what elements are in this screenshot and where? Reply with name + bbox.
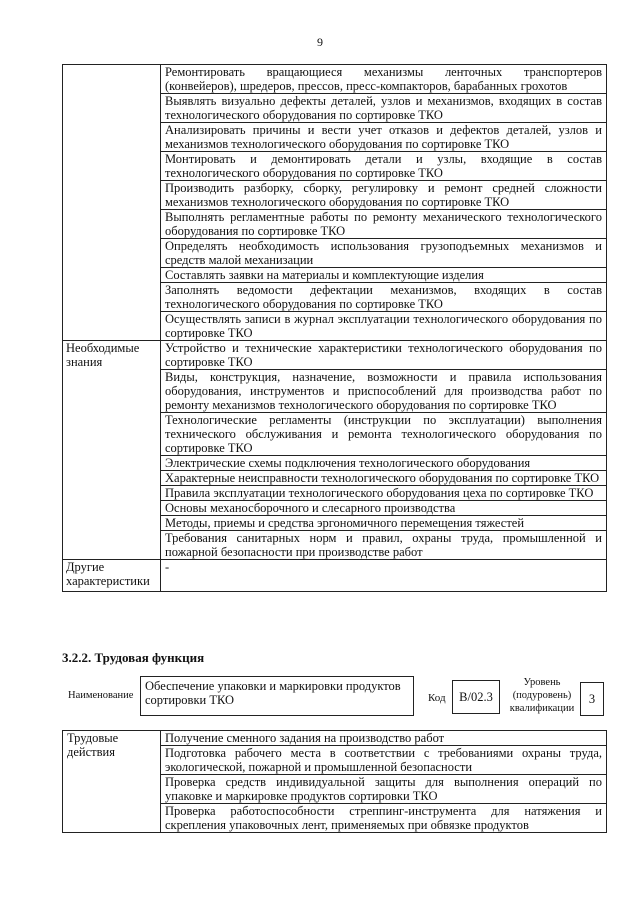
page-number: 9 [317,35,323,49]
table-cell: Технологические регламенты (инструкции по эксплуатации) выполнения технического обслуживания и ремонта технологического оборудования по сортировке ТКО [161,413,607,456]
table-cell: Определять необходимость использования грузоподъемных механизмов и средств малой механизации [161,239,607,268]
table-cell: Виды, конструкция, назначение, возможности и правила использования оборудования, инструментов и приспособлений для производства работ по ремонту механизмов технологического оборудования по сортировке ТКО [161,370,607,413]
row-label-knowledge: Необходимые знания [63,341,161,560]
table-row [63,560,607,592]
table-cell: Выполнять регламентные работы по ремонту механического технологического оборудования по сортировке ТКО [161,210,607,239]
function-code-value: B/02.3 [452,680,500,714]
function-level-value: 3 [580,682,604,716]
code-label: Код [428,692,446,704]
table-cell: Производить разборку, сборку, регулировку и ремонт средней сложности механизмов технологического оборудования по сортировке ТКО [161,181,607,210]
table-cell: Основы механосборочного и слесарного производства [161,501,607,516]
table-cell: Выявлять визуально дефекты деталей, узлов и механизмов, входящих в состав технологического оборудования по сортировке ТКО [161,94,607,123]
table-cell: - [161,560,607,592]
section-title: 3.2.2. Трудовая функция [62,650,205,665]
table-cell: Составлять заявки на материалы и комплектующие изделия [161,268,607,283]
labor-actions-table [62,730,607,833]
table-cell: Осуществлять записи в журнал эксплуатации технологического оборудования по сортировке ТКО [161,312,607,341]
table-cell: Проверка работоспособности стреппинг-инструмента для натяжения и скрепления упаковочных лент, применяемых при обвязке продуктов [161,804,607,833]
table-row [63,341,607,370]
table-row [63,731,607,746]
table-cell: Правила эксплуатации технологического оборудования цеха по сортировке ТКО [161,486,607,501]
function-header [62,676,612,720]
table-cell: Монтировать и демонтировать детали и узлы, входящие в состав технологического оборудования по сортировке ТКО [161,152,607,181]
table-cell: Электрические схемы подключения технологического оборудования [161,456,607,471]
table-cell: Характерные неисправности технологического оборудования по сортировке ТКО [161,471,607,486]
table-cell: Проверка средств индивидуальной защиты для выполнения операций по упаковке и маркировке продуктов сортировки ТКО [161,775,607,804]
skills-table [62,64,607,592]
row-label [63,65,161,341]
row-label-other: Другие характеристики [63,560,161,592]
table-row [63,65,607,94]
table-cell: Методы, приемы и средства эргономичного перемещения тяжестей [161,516,607,531]
table-cell: Анализировать причины и вести учет отказов и дефектов деталей, узлов и механизмов технологического оборудования по сортировке ТКО [161,123,607,152]
name-label: Наименование [68,690,134,701]
row-label-actions: Трудовые действия [63,731,161,833]
table-cell: Ремонтировать вращающиеся механизмы ленточных транспортеров (конвейеров), шредеров, прессов, пресс-компакторов, барабанных грохотов [161,65,607,94]
table-cell: Устройство и технические характеристики технологического оборудования по сортировке ТКО [161,341,607,370]
table-cell: Подготовка рабочего места в соответствии с требованиями охраны труда, экологической, пожарной и промышленной безопасности [161,746,607,775]
table-cell: Получение сменного задания на производство работ [161,731,607,746]
table-cell: Требования санитарных норм и правил, охраны труда, промышленной и пожарной безопасности при производстве работ [161,531,607,560]
function-name-value: Обеспечение упаковки и маркировки продуктов сортировки ТКО [140,676,414,716]
level-label: Уровень (подуровень) квалификации [509,677,575,714]
table-cell: Заполнять ведомости дефектации механизмов, входящих в состав технологического оборудования по сортировке ТКО [161,283,607,312]
